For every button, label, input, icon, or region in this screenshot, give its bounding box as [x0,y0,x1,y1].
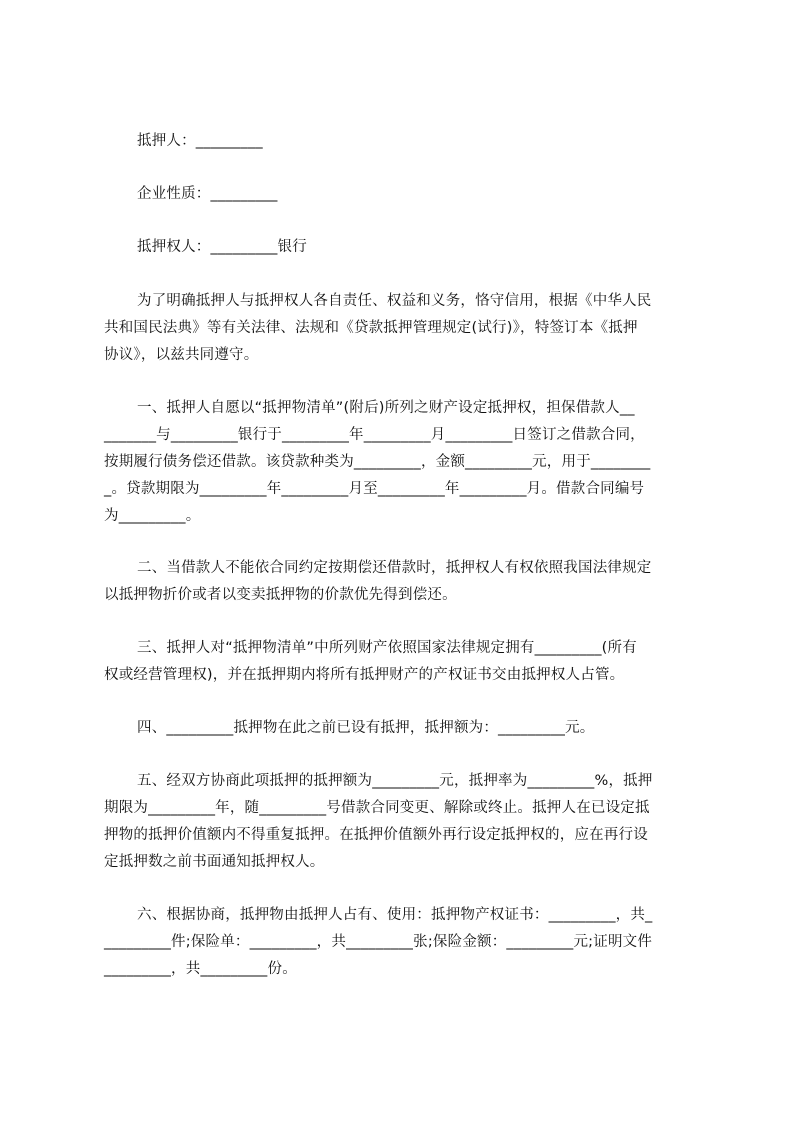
mortgagor-field: 抵押人：_________ [137,133,263,149]
paragraph-line: 共和国民法典》等有关法律、法规和《贷款抵押管理规定(试行)》，特签订本《抵押 [104,320,638,336]
paragraph-line: 押物的抵押价值额内不得重复抵押。在抵押价值额外再行设定抵押权的，应在再行设 [104,827,648,843]
paragraph-line: 期限为_________年，随_________号借款合同变更、解除或终止。抵押人在已设定抵 [104,800,650,816]
paragraph-line: 定抵押数之前书面通知抵押权人。 [104,854,325,870]
paragraph-line: 为了明确抵押人与抵押权人各自责任、权益和义务，恪守信用，根据《中华人民 [137,293,652,309]
paragraph-line: 一、抵押人自愿以“抵押物清单”(附后)所列之财产设定抵押权，担保借款人__ [137,400,635,416]
paragraph-line: 五、经双方协商此项抵押的抵押额为_________元，抵押率为_________%，抵押 [137,773,653,789]
paragraph-line: 为_________。 [104,508,201,524]
paragraph-line: 六、根据协商，抵押物由抵押人占有、使用：抵押物产权证书：_________，共_ [137,907,653,923]
mortgagee-field: 抵押权人：_________银行 [137,239,307,255]
paragraph-line: 协议》，以兹共同遵守。 [104,347,259,363]
paragraph-line: 权或经营管理权)，并在抵押期内将所有抵押财产的产权证书交由抵押权人占管。 [104,667,625,683]
paragraph-line: 以抵押物折价或者以变卖抵押物的价款优先得到偿还。 [104,587,457,603]
paragraph-line: 按期履行债务偿还借款。该贷款种类为_________，金额_________元，用于________ [104,454,651,470]
paragraph-line: _________件;保险单：_________，共_________张;保险金额：_________元;证明文件 [104,934,653,950]
paragraph-line: 二、当借款人不能依合同约定按期偿还借款时，抵押权人有权依照我国法律规定 [137,560,652,576]
paragraph-line: _______与_________银行于_________年_________月_________日签订之借款合同， [104,427,645,443]
paragraph-line: _________，共_________份。 [104,961,297,977]
paragraph-line: 四、_________抵押物在此之前已设有抵押，抵押额为：_________元。 [137,720,595,736]
enterprise-nature-field: 企业性质：_________ [137,186,278,202]
paragraph-line: _。贷款期限为_________年_________月至_________年_________月。借款合同编号 [104,481,645,497]
paragraph-line: 三、抵押人对“抵押物清单”中所列财产依照国家法律规定拥有_________(所有 [137,640,637,656]
